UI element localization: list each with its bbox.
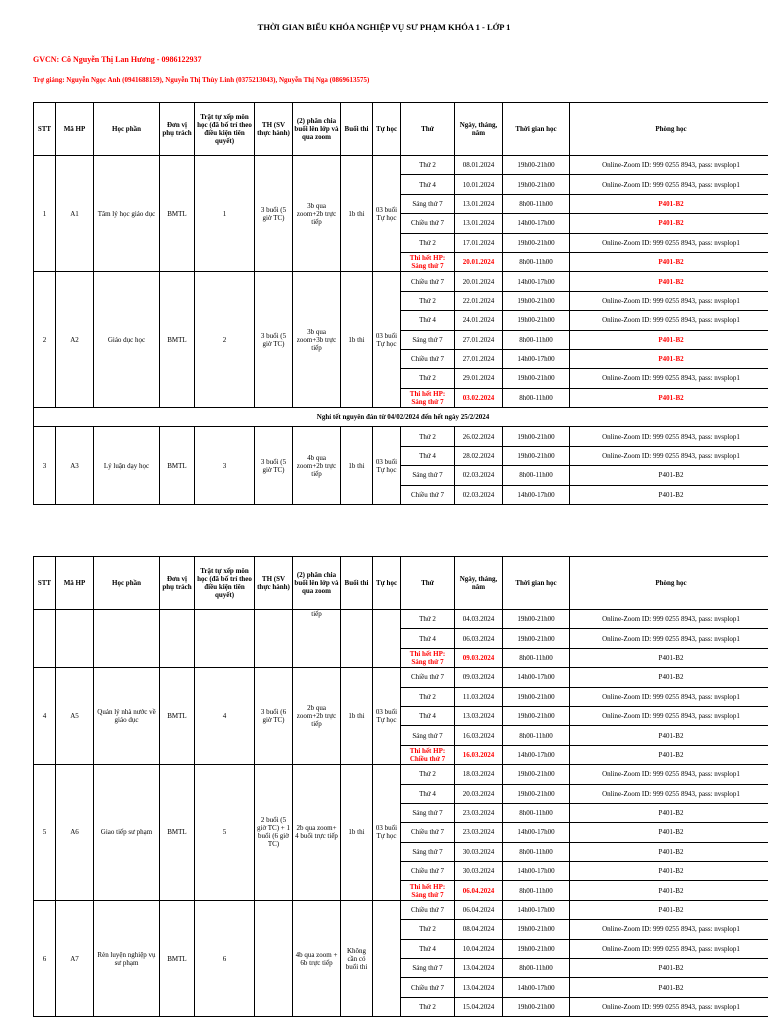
document-title: THỜI GIAN BIỂU KHÓA NGHIỆP VỤ SƯ PHẠM KHÓA 1 - LỚP 1	[257, 22, 511, 32]
cell-trat-tu: 6	[195, 900, 255, 1016]
cell-th	[255, 610, 293, 668]
cell-ma-hp	[56, 610, 94, 668]
header-ngay: Ngày, tháng, năm	[455, 103, 503, 156]
cell-ngay: 13.01.2024	[455, 214, 503, 233]
cell-thu: Thứ 4	[401, 629, 455, 648]
cell-thu: Thứ 4	[401, 706, 455, 725]
cell-buoi-thi: 1b thi	[341, 272, 373, 408]
cell-thu: Thi hết HP: Sáng thứ 7	[401, 252, 455, 271]
cell-thu: Thứ 2	[401, 610, 455, 629]
header-th: TH (SV thực hành)	[255, 103, 293, 156]
cell-ma-hp: A6	[56, 765, 94, 901]
cell-ngay: 27.01.2024	[455, 349, 503, 368]
header-thoi-gian: Thời gian học	[503, 557, 570, 610]
cell-phong-hoc: P401-B2	[570, 349, 768, 368]
cell-thoi-gian: 8h00-11h00	[503, 466, 570, 485]
cell-ngay: 23.03.2024	[455, 803, 503, 822]
cell-ngay: 13.01.2024	[455, 194, 503, 213]
cell-phong-hoc: Online-Zoom ID: 999 0255 8943, pass: nvsplop1	[570, 291, 768, 310]
cell-phong-hoc: P401-B2	[570, 194, 768, 213]
cell-buoi-thi: 1b thi	[341, 427, 373, 505]
cell-stt: 5	[34, 765, 56, 901]
cell-thu: Thi hết HP: Sáng thứ 7	[401, 881, 455, 900]
cell-thoi-gian: 8h00-11h00	[503, 726, 570, 745]
cell-thu: Thi hết HP: Chiều thứ 7	[401, 745, 455, 764]
cell-thoi-gian: 19h00-21h00	[503, 629, 570, 648]
header-thu: Thứ	[401, 103, 455, 156]
cell-thu: Chiều thứ 7	[401, 978, 455, 997]
cell-trat-tu: 5	[195, 765, 255, 901]
cell-phong-hoc: P401-B2	[570, 668, 768, 687]
cell-thu: Thứ 4	[401, 311, 455, 330]
table-row	[34, 765, 768, 784]
cell-phong-hoc: P401-B2	[570, 823, 768, 842]
cell-thoi-gian: 8h00-11h00	[503, 388, 570, 407]
cell-phong-hoc: Online-Zoom ID: 999 0255 8943, pass: nvsplop1	[570, 446, 768, 465]
cell-ngay: 08.01.2024	[455, 156, 503, 175]
cell-don-vi	[160, 610, 195, 668]
cell-phong-hoc: Online-Zoom ID: 999 0255 8943, pass: nvsplop1	[570, 939, 768, 958]
cell-ngay: 06.04.2024	[455, 900, 503, 919]
cell-ngay: 28.02.2024	[455, 446, 503, 465]
cell-thoi-gian: 8h00-11h00	[503, 194, 570, 213]
cell-thu: Chiều thứ 7	[401, 349, 455, 368]
cell-thu: Chiều thứ 7	[401, 668, 455, 687]
cell-don-vi: BMTL	[160, 156, 195, 272]
cell-trat-tu: 1	[195, 156, 255, 272]
cell-phong-hoc: P401-B2	[570, 862, 768, 881]
cell-stt	[34, 610, 56, 668]
cell-thoi-gian: 8h00-11h00	[503, 959, 570, 978]
header-stt: STT	[34, 557, 56, 610]
cell-phong-hoc: Online-Zoom ID: 999 0255 8943, pass: nvsplop1	[570, 610, 768, 629]
cell-tu-hoc	[373, 900, 401, 1016]
cell-buoi-thi: 1b thi	[341, 765, 373, 901]
cell-ngay: 13.04.2024	[455, 978, 503, 997]
cell-tu-hoc: 03 buổi Tự học	[373, 156, 401, 272]
cell-th: 3 buổi (5 giờ TC)	[255, 272, 293, 408]
header-ma-hp: Mã HP	[56, 103, 94, 156]
cell-ngay: 18.03.2024	[455, 765, 503, 784]
cell-phong-hoc: P401-B2	[570, 214, 768, 233]
cell-thoi-gian: 19h00-21h00	[503, 311, 570, 330]
cell-ngay: 08.04.2024	[455, 920, 503, 939]
cell-phan-chia: 3b qua zoom+2b trực tiếp	[293, 156, 341, 272]
cell-thoi-gian: 8h00-11h00	[503, 648, 570, 667]
cell-ngay: 22.01.2024	[455, 291, 503, 310]
cell-thoi-gian: 14h00-17h00	[503, 745, 570, 764]
cell-tu-hoc	[373, 610, 401, 668]
cell-ngay: 06.03.2024	[455, 629, 503, 648]
cell-phong-hoc: P401-B2	[570, 466, 768, 485]
cell-th: 2 buổi (5 giờ TC) + 1 buổi (6 giờ TC)	[255, 765, 293, 901]
cell-thu: Chiều thứ 7	[401, 823, 455, 842]
cell-thoi-gian: 14h00-17h00	[503, 214, 570, 233]
header-trat-tu: Trật tự xếp môn học (đã bố trí theo điều kiện tiên quyết)	[195, 103, 255, 156]
table-row	[34, 610, 768, 629]
header-ngay: Ngày, tháng, năm	[455, 557, 503, 610]
cell-phong-hoc: P401-B2	[570, 272, 768, 291]
cell-phong-hoc: P401-B2	[570, 388, 768, 407]
cell-thu: Thứ 4	[401, 446, 455, 465]
cell-ngay: 09.03.2024	[455, 668, 503, 687]
cell-thoi-gian: 19h00-21h00	[503, 939, 570, 958]
cell-don-vi: BMTL	[160, 668, 195, 765]
cell-thu: Sáng thứ 7	[401, 466, 455, 485]
cell-ngay: 13.04.2024	[455, 959, 503, 978]
cell-phan-chia: 4b qua zoom+2b trực tiếp	[293, 427, 341, 505]
cell-phong-hoc: Online-Zoom ID: 999 0255 8943, pass: nvsplop1	[570, 156, 768, 175]
cell-thoi-gian: 19h00-21h00	[503, 446, 570, 465]
cell-ma-hp: A5	[56, 668, 94, 765]
cell-thu: Chiều thứ 7	[401, 485, 455, 504]
cell-thu: Sáng thứ 7	[401, 194, 455, 213]
cell-trat-tu: 4	[195, 668, 255, 765]
cell-thoi-gian: 8h00-11h00	[503, 803, 570, 822]
cell-buoi-thi: 1b thi	[341, 668, 373, 765]
cell-ngay: 09.03.2024	[455, 648, 503, 667]
page-gap	[0, 513, 768, 556]
cell-ngay: 16.03.2024	[455, 726, 503, 745]
table-row	[34, 272, 768, 291]
cell-thu: Chiều thứ 7	[401, 862, 455, 881]
cell-thoi-gian: 14h00-17h00	[503, 978, 570, 997]
header-phan-chia: (2) phân chia buổi lên lớp và qua zoom	[293, 103, 341, 156]
cell-tu-hoc: 03 buổi Tự học	[373, 668, 401, 765]
cell-thoi-gian: 8h00-11h00	[503, 330, 570, 349]
cell-trat-tu	[195, 610, 255, 668]
cell-phan-chia: 2b qua zoom+2b trực tiếp	[293, 668, 341, 765]
cell-thoi-gian: 8h00-11h00	[503, 842, 570, 861]
cell-thu: Sáng thứ 7	[401, 726, 455, 745]
table-row	[34, 900, 768, 919]
header-trat-tu: Trật tự xếp môn học (đã bố trí theo điều kiện tiên quyết)	[195, 557, 255, 610]
cell-thoi-gian: 8h00-11h00	[503, 252, 570, 271]
header-phong-hoc: Phòng học	[570, 103, 768, 156]
holiday-row	[34, 408, 768, 427]
cell-ma-hp: A2	[56, 272, 94, 408]
cell-thoi-gian: 19h00-21h00	[503, 427, 570, 446]
cell-thoi-gian: 14h00-17h00	[503, 272, 570, 291]
cell-thoi-gian: 14h00-17h00	[503, 862, 570, 881]
cell-ngay: 06.04.2024	[455, 881, 503, 900]
cell-phan-chia: 3b qua zoom+3b trực tiếp	[293, 272, 341, 408]
header-row	[34, 103, 768, 156]
cell-thoi-gian: 19h00-21h00	[503, 687, 570, 706]
cell-thoi-gian: 19h00-21h00	[503, 784, 570, 803]
cell-phong-hoc: Online-Zoom ID: 999 0255 8943, pass: nvsplop1	[570, 427, 768, 446]
cell-don-vi: BMTL	[160, 765, 195, 901]
cell-thoi-gian: 19h00-21h00	[503, 291, 570, 310]
cell-phong-hoc: Online-Zoom ID: 999 0255 8943, pass: nvsplop1	[570, 175, 768, 194]
cell-thoi-gian: 19h00-21h00	[503, 156, 570, 175]
cell-phong-hoc: P401-B2	[570, 803, 768, 822]
cell-ngay: 15.04.2024	[455, 997, 503, 1016]
cell-stt: 1	[34, 156, 56, 272]
schedule-table-page-1	[33, 102, 768, 505]
cell-th	[255, 900, 293, 1016]
cell-stt: 4	[34, 668, 56, 765]
cell-thoi-gian: 19h00-21h00	[503, 706, 570, 725]
cell-th: 3 buổi (5 giờ TC)	[255, 427, 293, 505]
cell-tu-hoc: 03 buổi Tự học	[373, 272, 401, 408]
cell-thu: Thứ 2	[401, 765, 455, 784]
cell-phan-chia: 2b qua zoom+ 4 buổi trực tiếp	[293, 765, 341, 901]
cell-ngay: 13.03.2024	[455, 706, 503, 725]
header-buoi-thi: Buổi thi	[341, 103, 373, 156]
cell-ngay: 23.03.2024	[455, 823, 503, 842]
cell-thoi-gian: 14h00-17h00	[503, 900, 570, 919]
cell-ngay: 10.04.2024	[455, 939, 503, 958]
cell-thu: Thứ 2	[401, 997, 455, 1016]
cell-phong-hoc: P401-B2	[570, 842, 768, 861]
cell-trat-tu: 2	[195, 272, 255, 408]
cell-tu-hoc: 03 buổi Tự học	[373, 765, 401, 901]
cell-ma-hp: A3	[56, 427, 94, 505]
cell-thu: Chiều thứ 7	[401, 272, 455, 291]
cell-thu: Thứ 4	[401, 939, 455, 958]
cell-buoi-thi: Không cần có buổi thi	[341, 900, 373, 1016]
cell-ngay: 10.01.2024	[455, 175, 503, 194]
page-2	[0, 556, 768, 1024]
header-thu: Thứ	[401, 557, 455, 610]
cell-thu: Thứ 2	[401, 920, 455, 939]
header-phong-hoc: Phòng học	[570, 557, 768, 610]
cell-ngay: 03.02.2024	[455, 388, 503, 407]
header-phan-chia: (2) phân chia buổi lên lớp và qua zoom	[293, 557, 341, 610]
cell-thu: Sáng thứ 7	[401, 330, 455, 349]
cell-thoi-gian: 14h00-17h00	[503, 485, 570, 504]
cell-ngay: 04.03.2024	[455, 610, 503, 629]
cell-thu: Thứ 2	[401, 233, 455, 252]
cell-phong-hoc: Online-Zoom ID: 999 0255 8943, pass: nvsplop1	[570, 784, 768, 803]
cell-phan-chia: 4b qua zoom + 6b trực tiếp	[293, 900, 341, 1016]
cell-phong-hoc: Online-Zoom ID: 999 0255 8943, pass: nvsplop1	[570, 629, 768, 648]
cell-thoi-gian: 19h00-21h00	[503, 369, 570, 388]
cell-phong-hoc: P401-B2	[570, 959, 768, 978]
cell-don-vi: BMTL	[160, 427, 195, 505]
cell-ngay: 20.01.2024	[455, 252, 503, 271]
cell-stt: 6	[34, 900, 56, 1016]
cell-phong-hoc: P401-B2	[570, 978, 768, 997]
cell-ngay: 24.01.2024	[455, 311, 503, 330]
header-buoi-thi: Buổi thi	[341, 557, 373, 610]
cell-phong-hoc: P401-B2	[570, 330, 768, 349]
cell-phong-hoc: P401-B2	[570, 726, 768, 745]
cell-don-vi: BMTL	[160, 900, 195, 1016]
cell-ngay: 02.03.2024	[455, 466, 503, 485]
cell-buoi-thi	[341, 610, 373, 668]
cell-thu: Thứ 4	[401, 175, 455, 194]
teaching-assistants: Trợ giảng: Nguyễn Ngọc Anh (0941688159), Nguyễn Thị Thùy Linh (0375213043), Nguyễn Thị Nga (0869613575)	[33, 76, 370, 84]
cell-buoi-thi: 1b thi	[341, 156, 373, 272]
cell-ngay: 16.03.2024	[455, 745, 503, 764]
cell-thoi-gian: 8h00-11h00	[503, 881, 570, 900]
header-don-vi: Đơn vị phụ trách	[160, 557, 195, 610]
cell-thu: Sáng thứ 7	[401, 959, 455, 978]
cell-ngay: 20.03.2024	[455, 784, 503, 803]
cell-ngay: 26.02.2024	[455, 427, 503, 446]
cell-ngay: 02.03.2024	[455, 485, 503, 504]
cell-phong-hoc: P401-B2	[570, 648, 768, 667]
header-th: TH (SV thực hành)	[255, 557, 293, 610]
homeroom-teacher: GVCN: Cô Nguyễn Thị Lan Hương - 0986122937	[33, 55, 202, 64]
header-stt: STT	[34, 103, 56, 156]
header-ma-hp: Mã HP	[56, 557, 94, 610]
cell-thoi-gian: 19h00-21h00	[503, 997, 570, 1016]
cell-ngay: 30.03.2024	[455, 842, 503, 861]
table-row	[34, 156, 768, 175]
cell-th: 3 buổi (5 giờ TC)	[255, 156, 293, 272]
cell-thu: Thứ 4	[401, 784, 455, 803]
cell-phong-hoc: Online-Zoom ID: 999 0255 8943, pass: nvsplop1	[570, 997, 768, 1016]
cell-thoi-gian: 19h00-21h00	[503, 765, 570, 784]
header-tu-hoc: Tự học	[373, 103, 401, 156]
cell-phong-hoc: Online-Zoom ID: 999 0255 8943, pass: nvsplop1	[570, 311, 768, 330]
cell-thu: Chiều thứ 7	[401, 900, 455, 919]
header-row	[34, 557, 768, 610]
cell-thu: Sáng thứ 7	[401, 803, 455, 822]
cell-thoi-gian: 19h00-21h00	[503, 920, 570, 939]
cell-phong-hoc: Online-Zoom ID: 999 0255 8943, pass: nvsplop1	[570, 765, 768, 784]
cell-thu: Thứ 2	[401, 687, 455, 706]
cell-phong-hoc: Online-Zoom ID: 999 0255 8943, pass: nvsplop1	[570, 706, 768, 725]
cell-stt: 2	[34, 272, 56, 408]
cell-thoi-gian: 14h00-17h00	[503, 349, 570, 368]
cell-phong-hoc: P401-B2	[570, 252, 768, 271]
cell-thu: Thi hết HP: Sáng thứ 7	[401, 388, 455, 407]
cell-thoi-gian: 14h00-17h00	[503, 823, 570, 842]
cell-th: 3 buổi (6 giờ TC)	[255, 668, 293, 765]
schedule-table-page-2	[33, 556, 768, 1017]
table-row	[34, 668, 768, 687]
cell-phan-chia: tiếp	[293, 610, 341, 668]
header-hoc-phan: Học phần	[94, 557, 160, 610]
cell-thu: Thứ 2	[401, 291, 455, 310]
cell-hoc-phan	[94, 610, 160, 668]
cell-thu: Chiều thứ 7	[401, 214, 455, 233]
cell-thu: Thứ 2	[401, 156, 455, 175]
cell-tu-hoc: 03 buổi Tự học	[373, 427, 401, 505]
cell-hoc-phan: Giao tiếp sư phạm	[94, 765, 160, 901]
header-hoc-phan: Học phần	[94, 103, 160, 156]
cell-ngay: 27.01.2024	[455, 330, 503, 349]
cell-phong-hoc: P401-B2	[570, 745, 768, 764]
cell-hoc-phan: Lý luận dạy học	[94, 427, 160, 505]
cell-thoi-gian: 19h00-21h00	[503, 175, 570, 194]
cell-thu: Thi hết HP: Sáng thứ 7	[401, 648, 455, 667]
cell-ma-hp: A1	[56, 156, 94, 272]
cell-don-vi: BMTL	[160, 272, 195, 408]
cell-thoi-gian: 19h00-21h00	[503, 610, 570, 629]
header-thoi-gian: Thời gian học	[503, 103, 570, 156]
cell-phong-hoc: P401-B2	[570, 900, 768, 919]
cell-hoc-phan: Rèn luyện nghiệp vụ sư phạm	[94, 900, 160, 1016]
cell-hoc-phan: Giáo dục học	[94, 272, 160, 408]
cell-phong-hoc: Online-Zoom ID: 999 0255 8943, pass: nvsplop1	[570, 920, 768, 939]
cell-thu: Thứ 2	[401, 427, 455, 446]
cell-phong-hoc: P401-B2	[570, 485, 768, 504]
cell-stt: 3	[34, 427, 56, 505]
cell-hoc-phan: Tâm lý học giáo dục	[94, 156, 160, 272]
cell-phong-hoc: P401-B2	[570, 881, 768, 900]
cell-ngay: 30.03.2024	[455, 862, 503, 881]
header-don-vi: Đơn vị phụ trách	[160, 103, 195, 156]
cell-ngay: 20.01.2024	[455, 272, 503, 291]
cell-thu: Sáng thứ 7	[401, 842, 455, 861]
cell-ngay: 17.01.2024	[455, 233, 503, 252]
cell-phong-hoc: Online-Zoom ID: 999 0255 8943, pass: nvsplop1	[570, 369, 768, 388]
cell-hoc-phan: Quản lý nhà nước về giáo dục	[94, 668, 160, 765]
cell-phong-hoc: Online-Zoom ID: 999 0255 8943, pass: nvsplop1	[570, 687, 768, 706]
cell-ngay: 11.03.2024	[455, 687, 503, 706]
cell-thu: Thứ 2	[401, 369, 455, 388]
cell-phong-hoc: Online-Zoom ID: 999 0255 8943, pass: nvsplop1	[570, 233, 768, 252]
header-tu-hoc: Tự học	[373, 557, 401, 610]
cell-thoi-gian: 19h00-21h00	[503, 233, 570, 252]
cell-trat-tu: 3	[195, 427, 255, 505]
table-row	[34, 427, 768, 446]
holiday-note: Nghỉ tết nguyên đán từ 04/02/2024 đến hết ngày 25/2/2024	[34, 408, 768, 427]
cell-ngay: 29.01.2024	[455, 369, 503, 388]
cell-thoi-gian: 14h00-17h00	[503, 668, 570, 687]
cell-ma-hp: A7	[56, 900, 94, 1016]
